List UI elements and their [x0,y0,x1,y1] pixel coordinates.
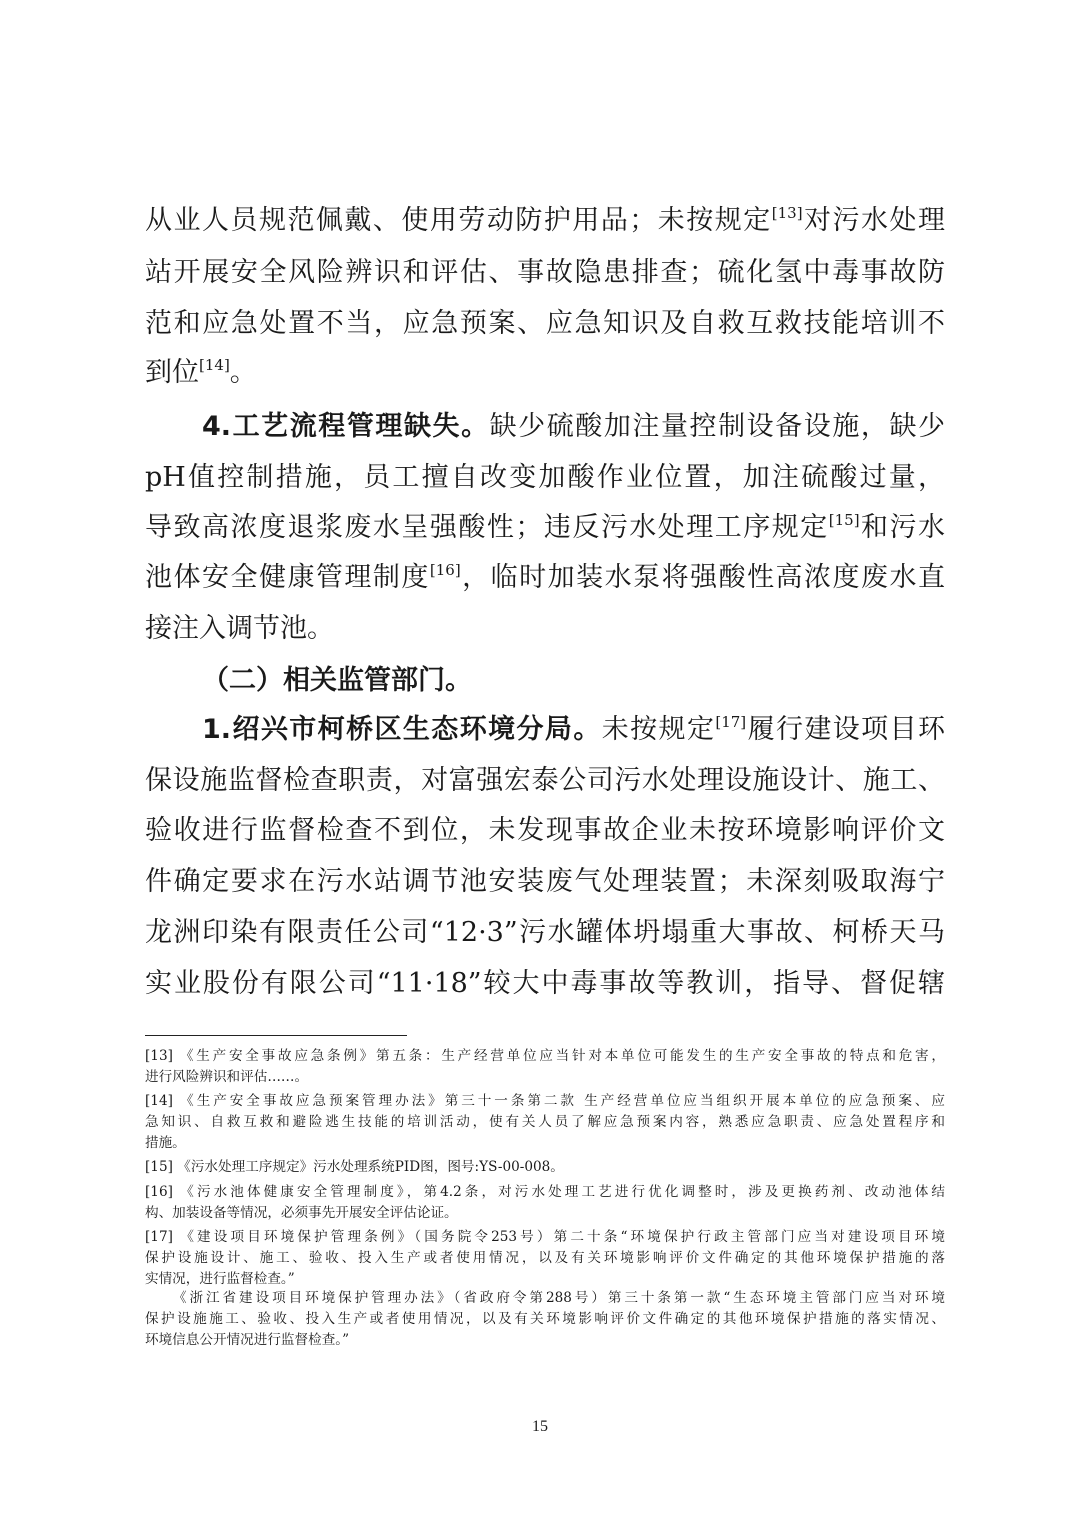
footnote-ref[interactable]: [15] [828,511,860,529]
footnote-ref[interactable]: [17] [715,713,747,731]
page-number: 15 [532,1418,548,1435]
footnote-ref[interactable]: [16] [429,561,461,579]
paragraph-line: pH值控制措施，员工擅自改变加酸作业位置，加注硫酸过量， [145,462,945,493]
paragraph-line: 验收进行监督检查不到位，未发现事故企业未按环境影响评价文 [145,815,945,846]
footnote-divider [145,1035,407,1036]
footnote-line: 保护设施设计、施工、验收、投入生产或者使用情况，以及有关环境影响评价文件确定的其他环境保护措施的落 [145,1250,945,1266]
paragraph-line: 保设施监督检查职责，对富强宏泰公司污水处理设施设计、施工、 [145,765,945,796]
footnote-line: [17] 《建设项目环境保护管理条例》（国务院令253号）第二十条“环境保护行政主管部门应当对建设项目环境 [145,1229,945,1245]
footnote-ref[interactable]: [13] [771,204,803,222]
footnote-line: 急知识、自救互救和避险逃生技能的培训活动，使有关人员了解应急预案内容，熟悉应急职责、应急处置程序和 [145,1114,945,1130]
footnote-line: [15] 《污水处理工序规定》污水处理系统PID图，图号:YS-00-008。 [145,1159,564,1175]
paragraph-line: 站开展安全风险辨识和评估、事故隐患排查；硫化氢中毒事故防 [145,257,945,288]
paragraph-line: 1.绍兴市柯桥区生态环境分局。未按规定[17]履行建设项目环 [202,713,945,745]
paragraph-line: 池体安全健康管理制度[16]，临时加装水泵将强酸性高浓度废水直 [145,561,945,593]
paragraph-line: 实业股份有限公司“11·18”较大中毒事故等教训，指导、督促辖 [145,968,945,999]
footnote-line: 保护设施施工、验收、投入生产或者使用情况，以及有关环境影响评价文件确定的其他环境保护措施的落实情况、 [145,1311,945,1327]
footnote-line: [14] 《生产安全事故应急预案管理办法》第三十一条第二款 生产经营单位应当组织开展本单位的应急预案、应 [145,1093,945,1109]
paragraph-line: 导致高浓度退浆废水呈强酸性；违反污水处理工序规定[15]和污水 [145,511,946,543]
footnote-line: [13] 《生产安全事故应急条例》第五条：生产经营单位应当针对本单位可能发生的生产安全事故的特点和危害， [145,1048,945,1064]
paragraph-line: 4.工艺流程管理缺失。缺少硫酸加注量控制设备设施，缺少 [202,411,945,442]
footnote-line: 进行风险辨识和评估……。 [145,1069,309,1085]
section-heading: （二）相关监管部门。 [202,665,472,696]
footnote-line: 《浙江省建设项目环境保护管理办法》（省政府令第288号）第三十条第一款“生态环境主管部门应当对环境 [173,1290,945,1306]
footnote-line: [16] 《污水池体健康安全管理制度》，第4.2条，对污水处理工艺进行优化调整时，涉及更换药剂、改动池体结 [145,1184,945,1200]
paragraph-line: 龙洲印染有限责任公司“12·3”污水罐体坍塌重大事故、柯桥天马 [145,917,945,948]
paragraph-line: 到位[14]。 [145,356,257,388]
paragraph-line: 范和应急处置不当，应急预案、应急知识及自救互救技能培训不 [145,308,945,339]
footnote-line: 构、加装设备等情况，必须事先开展安全评估论证。 [145,1205,458,1221]
item-heading: 1.绍兴市柯桥区生态环境分局。 [202,714,602,745]
paragraph-line: 从业人员规范佩戴、使用劳动防护用品；未按规定[13]对污水处理 [145,204,946,236]
footnote-line: 环境信息公开情况进行监督检查。” [145,1332,350,1348]
footnote-line: 措施。 [145,1135,186,1151]
paragraph-line: 件确定要求在污水站调节池安装废气处理装置；未深刻吸取海宁 [145,866,945,897]
footnote-ref[interactable]: [14] [199,356,230,374]
item-heading: 4.工艺流程管理缺失。 [202,411,490,442]
paragraph-line: 接注入调节池。 [145,613,334,644]
footnote-line: 实情况，进行监督检查。” [145,1271,295,1287]
